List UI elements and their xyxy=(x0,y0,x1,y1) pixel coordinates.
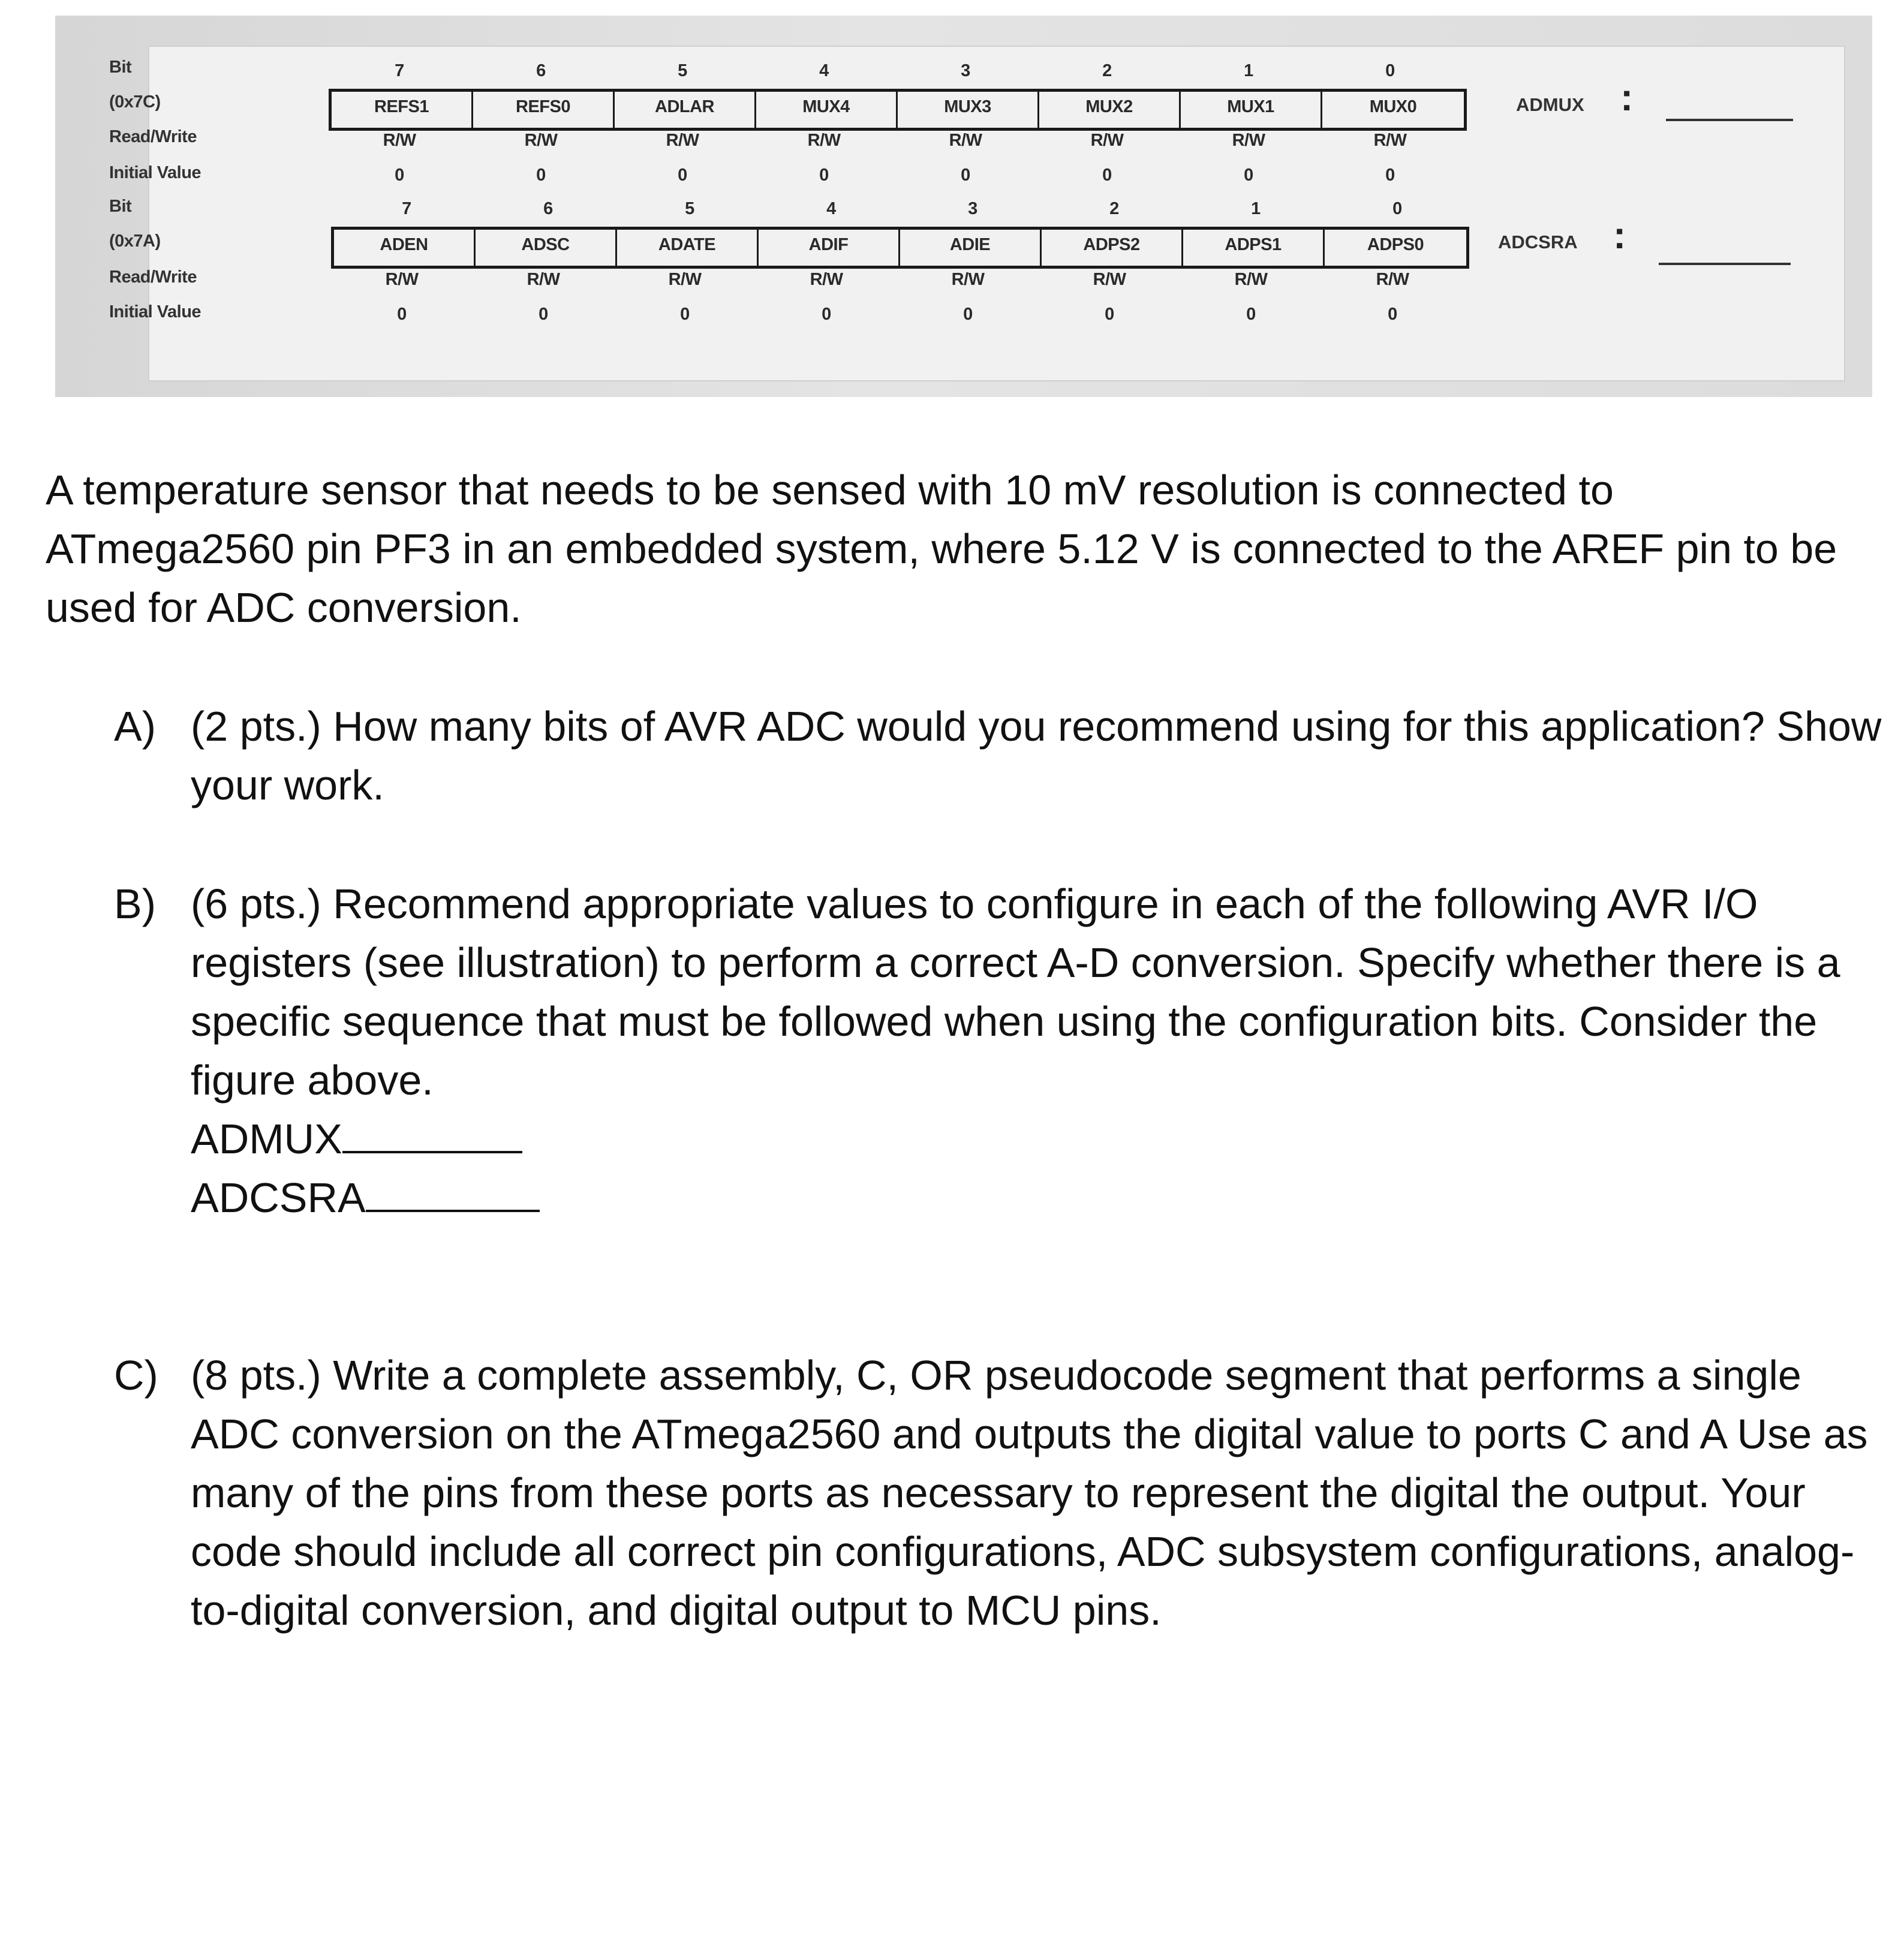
read-write-label: Read/Write xyxy=(109,127,197,146)
initial-value-row xyxy=(331,296,1463,332)
initial-value: 0 xyxy=(397,305,407,324)
problem-statement: A temperature sensor that needs to be sensed with 10 mV resolution is connected to ATmega2560 pin PF3 in an embedded system, where 5.12 V is connected to the AREF pin to be used for ADC conversion. xyxy=(46,467,1837,631)
bit-field: ADSC xyxy=(476,230,617,266)
answer-blank xyxy=(1666,119,1793,121)
bit-number: 0 xyxy=(1392,199,1402,218)
question-letter: B) xyxy=(114,880,156,927)
bit-field: ADLAR xyxy=(615,92,756,128)
adcsra-answer-line xyxy=(191,1168,1883,1227)
bit-label: Bit xyxy=(109,197,132,216)
address-label: (0x7C) xyxy=(109,92,161,112)
bit-number: 2 xyxy=(1102,61,1112,80)
question-body xyxy=(191,874,1883,1227)
initial-value: 0 xyxy=(963,305,973,324)
question-c xyxy=(114,1346,1883,1640)
bit-number: 7 xyxy=(402,199,411,218)
rw-value: R/W xyxy=(668,270,702,289)
rw-value: R/W xyxy=(807,131,841,150)
bit-field: REFS0 xyxy=(473,92,615,128)
initial-value: 0 xyxy=(961,166,970,185)
bit-field: MUX2 xyxy=(1039,92,1181,128)
question-letter: C) xyxy=(114,1352,158,1399)
initial-value: 0 xyxy=(1388,305,1397,324)
rw-value: R/W xyxy=(810,270,843,289)
bit-field: REFS1 xyxy=(332,92,473,128)
bit-number: 6 xyxy=(536,61,546,80)
colon: : xyxy=(1613,214,1626,257)
admux-answer-blank[interactable] xyxy=(342,1145,522,1153)
question-text: (8 pts.) Write a complete assembly, C, OR pseudocode segment that performs a single ADC conversion on the ATmega2560 and outputs the digital value to ports C and A Use as many of the pins from these ports as necessary to represent the digital the output. Your code should include all correct pin configurations, ADC subsystem configurations, analog-to-digital conversion, and digital output to MCU pins. xyxy=(191,1352,1868,1634)
bit-number: 4 xyxy=(826,199,836,218)
bit-number: 3 xyxy=(968,199,977,218)
bit-field: MUX3 xyxy=(898,92,1039,128)
admux-label: ADMUX xyxy=(191,1116,342,1162)
bit-field: ADPS2 xyxy=(1042,230,1183,266)
initial-value-label: Initial Value xyxy=(109,302,201,321)
initial-value: 0 xyxy=(1385,166,1395,185)
register-name: ADCSRA xyxy=(1498,232,1578,252)
read-write-row xyxy=(331,261,1463,297)
question-letter: A) xyxy=(114,703,156,750)
rw-value: R/W xyxy=(1090,131,1124,150)
rw-value: R/W xyxy=(1234,270,1268,289)
rw-value: R/W xyxy=(1093,270,1126,289)
bit-number: 0 xyxy=(1385,61,1395,80)
rw-value: R/W xyxy=(1373,131,1407,150)
bit-label: Bit xyxy=(109,58,132,77)
bit-field: ADIF xyxy=(759,230,900,266)
bit-number: 1 xyxy=(1251,199,1261,218)
initial-value: 0 xyxy=(395,166,404,185)
rw-value: R/W xyxy=(385,270,419,289)
read-write-label: Read/Write xyxy=(109,267,197,287)
adcsra-label: ADCSRA xyxy=(191,1174,366,1221)
bit-field: MUX4 xyxy=(756,92,898,128)
initial-value: 0 xyxy=(536,166,546,185)
bit-number: 3 xyxy=(961,61,970,80)
admux-answer-line xyxy=(191,1110,1883,1168)
bit-number: 1 xyxy=(1244,61,1253,80)
bit-field: ADEN xyxy=(334,230,476,266)
initial-value-label: Initial Value xyxy=(109,163,201,182)
bit-number-row xyxy=(336,191,1468,227)
bit-number-row xyxy=(329,53,1461,89)
bit-field: ADPS0 xyxy=(1367,235,1424,254)
bit-field: MUX0 xyxy=(1369,97,1417,116)
rw-value: R/W xyxy=(527,270,560,289)
initial-value: 0 xyxy=(539,305,548,324)
initial-value: 0 xyxy=(819,166,829,185)
bit-field: ADATE xyxy=(617,230,759,266)
question-text: (2 pts.) How many bits of AVR ADC would you recommend using for this application? Show your work. xyxy=(191,703,1882,808)
rw-value: R/W xyxy=(666,131,699,150)
register-name: ADMUX xyxy=(1516,94,1584,115)
initial-value-row xyxy=(329,157,1461,193)
bit-number: 6 xyxy=(543,199,553,218)
initial-value: 0 xyxy=(1102,166,1112,185)
address-label: (0x7A) xyxy=(109,232,161,251)
answer-blank xyxy=(1659,263,1791,265)
read-write-row xyxy=(329,122,1461,158)
initial-value: 0 xyxy=(822,305,831,324)
rw-value: R/W xyxy=(524,131,558,150)
question-b xyxy=(114,874,1883,1227)
question-a xyxy=(114,697,1883,814)
bit-field: MUX1 xyxy=(1181,92,1322,128)
rw-value: R/W xyxy=(949,131,982,150)
adcsra-answer-blank[interactable] xyxy=(366,1204,540,1212)
initial-value: 0 xyxy=(680,305,690,324)
bit-field: ADPS1 xyxy=(1183,230,1325,266)
rw-value: R/W xyxy=(1232,131,1265,150)
initial-value: 0 xyxy=(1105,305,1114,324)
rw-value: R/W xyxy=(1376,270,1409,289)
initial-value: 0 xyxy=(678,166,687,185)
initial-value: 0 xyxy=(1244,166,1253,185)
rw-value: R/W xyxy=(383,131,416,150)
rw-value: R/W xyxy=(951,270,985,289)
colon: : xyxy=(1620,76,1634,119)
initial-value: 0 xyxy=(1246,305,1256,324)
bit-field: ADIE xyxy=(900,230,1042,266)
bit-number: 4 xyxy=(819,61,829,80)
bit-number: 5 xyxy=(678,61,687,80)
bit-number: 5 xyxy=(685,199,694,218)
question-text: (6 pts.) Recommend appropriate values to configure in each of the following AVR I/O registers (see illustration) to perform a correct A-D conversion. Specify whether there is a specific sequence that must be followed when using the configuration bits. Consider the figure above. xyxy=(191,880,1840,1104)
bit-number: 2 xyxy=(1109,199,1119,218)
bit-number: 7 xyxy=(395,61,404,80)
